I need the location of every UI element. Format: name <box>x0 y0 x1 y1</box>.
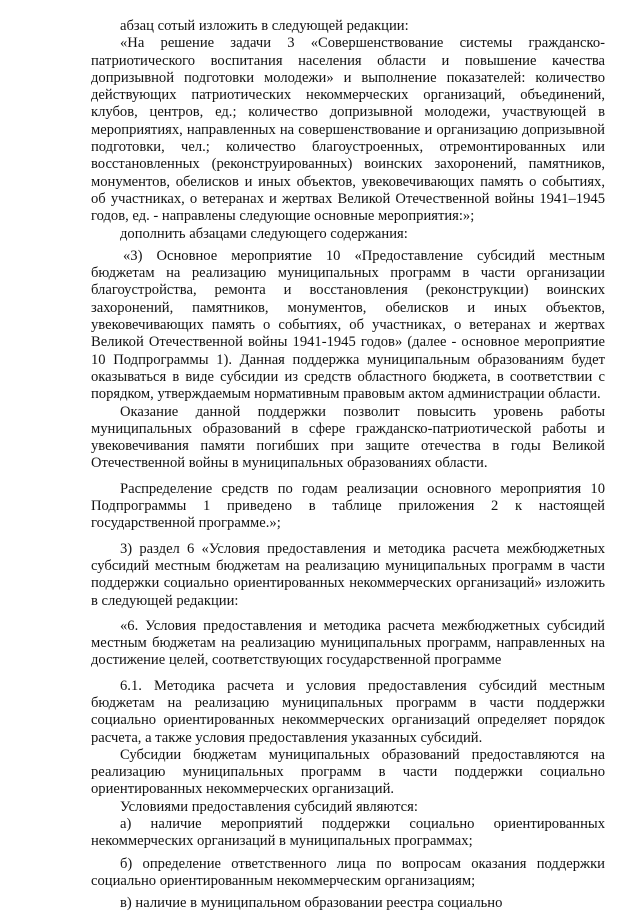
paragraph-12: а) наличие мероприятий поддержки социально ориентированных некоммерческих организаций в муниципальных программах; <box>91 816 605 850</box>
paragraph-5: Оказание данной поддержки позволит повысить уровень работы муниципальных образований в сфере гражданско-патриотической работы и увековечивания памяти погибших при защите отечества в годы Великой Отечественной войны в муниципальных образованиях области. <box>91 403 605 472</box>
document-page <box>91 18 605 913</box>
paragraph-10: Субсидии бюджетам муниципальных образований предоставляются на реализацию муниципальных программ в части поддержки социально ориентированных некоммерческих организаций. <box>91 746 605 798</box>
paragraph-7: 3) раздел 6 «Условия предоставления и методика расчета межбюджетных субсидий местным бюджетам на реализацию муниципальных программ в части поддержки социально ориентированных некоммерческих организаций» изложить в следующей редакции: <box>91 540 605 609</box>
paragraph-9: 6.1. Методика расчета и условия предоставления субсидий местным бюджетам на реализацию муниципальных программ в части поддержки социально ориентированных некоммерческих организаций определяет порядок расчета, а также условия предоставления указанных субсидий. <box>91 677 605 746</box>
paragraph-13: б) определение ответственного лица по вопросам оказания поддержки социально ориентированным некоммерческим организациям; <box>91 855 605 889</box>
paragraph-1: абзац сотый изложить в следующей редакции: <box>120 18 409 34</box>
paragraph-2: «На решение задачи 3 «Совершенствование системы гражданско-патриотического воспитания населения области и повышение качества допризывной подготовки молодежи» и выполнение показателей: количество действующих патриотических некоммерческих организаций, объединений, клубов, центров, ед.; количество допризывной молодежи, участвующей в мероприятиях, направленных на совершенствование и организацию допризывной подготовки, чел.; количество благоустроенных, отремонтированных или восстановленных (реконструированных) воинских захоронений, памятников, монументов, обелисков и иных объектов, увековечивающих память о событиях, об участниках, о ветеранах и жертвах Великой Отечественной войны 1941–1945 годов, ед. - направлены следующие основные мероприятия:»; <box>91 35 605 225</box>
paragraph-11: Условиями предоставления субсидий являются: <box>120 798 418 815</box>
paragraph-14: в) наличие в муниципальном образовании реестра социально <box>120 895 503 912</box>
paragraph-6: Распределение средств по годам реализации основного мероприятия 10 Подпрограммы 1 приведено в таблице приложения 2 к настоящей государственной программе.»; <box>91 480 605 532</box>
paragraph-8: «6. Условия предоставления и методика расчета межбюджетных субсидий местным бюджетам на реализацию муниципальных программ, направленных на достижение целей, соответствующих государственной программе <box>91 617 605 669</box>
paragraph-3: дополнить абзацами следующего содержания: <box>120 225 408 242</box>
paragraph-4: «3) Основное мероприятие 10 «Предоставление субсидий местным бюджетам на реализацию муниципальных программ в части организации благоустройства, ремонта и восстановления (реконструкции) воинских захоронений, памятников, монументов, обелисков и иных объектов, увековечивающих память о событиях, об участниках, о ветеранах и жертвах Великой Отечественной войны 1941-1945 годов» (далее - основное мероприятие 10 Подпрограммы 1). Данная поддержка муниципальным образованиям будет оказываться в виде субсидии из средств областного бюджета, в соответствии с порядком, утверждаемым нормативным правовым актом администрации области. <box>91 247 605 403</box>
